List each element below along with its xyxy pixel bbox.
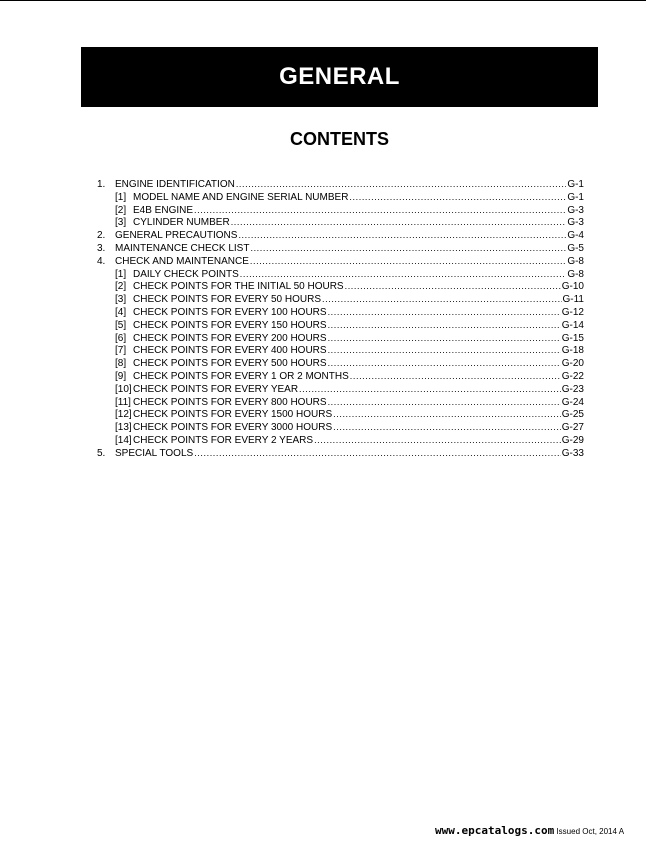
page-title: GENERAL [279,63,400,90]
toc-entry-label: CHECK POINTS FOR EVERY 100 HOURS [133,306,327,318]
toc-entry-page: G-5 [567,242,584,254]
toc-leader-dots [345,280,561,293]
toc-entry-page: G-11 [562,294,584,306]
toc-entry-page: G-23 [561,383,584,395]
toc-entry-number: 1. [97,179,106,190]
toc-entry-label: CHECK POINTS FOR EVERY 400 HOURS [133,345,327,357]
toc-entry[interactable] [97,204,584,217]
toc-entry-label: CHECK POINTS FOR EVERY 150 HOURS [133,319,327,331]
toc-entry-page: G-29 [561,434,584,446]
toc-entry-page: G-3 [567,204,584,216]
toc-entry-number: 5. [97,447,106,459]
toc-entry-number: [3] [115,294,127,306]
toc-entry[interactable] [97,178,584,191]
toc-entry-label: DAILY CHECK POINTS [133,268,239,280]
toc-entry[interactable] [97,306,584,319]
toc-entry-page: G-22 [561,370,584,382]
toc-entry[interactable] [97,280,584,293]
toc-entry-label: E4B ENGINE [133,204,194,216]
footer-site-url: www.epcatalogs.com [435,824,555,837]
toc-entry-page: G-25 [561,409,584,421]
top-rule [0,0,646,1]
toc-entry[interactable] [97,383,584,396]
toc-entry[interactable] [97,421,584,434]
toc-entry-number: [13] [115,422,132,434]
toc-entry-number: [12] [115,409,132,421]
toc-entry-label: CHECK AND MAINTENANCE [115,255,249,267]
toc-entry[interactable] [97,319,584,332]
toc-entry[interactable] [97,447,584,460]
toc-leader-dots [328,306,561,319]
toc-entry-label: CHECK POINTS FOR EVERY 2 YEARS [133,434,314,446]
toc-entry-label: CHECK POINTS FOR EVERY 1500 HOURS [133,409,333,421]
toc-leader-dots [194,447,561,460]
toc-entry-number: [3] [115,217,127,229]
toc-entry-page: G-33 [561,447,584,459]
toc-leader-dots [333,408,561,421]
toc-entry[interactable] [97,370,584,383]
toc-entry-number: 4. [97,255,106,267]
title-banner [81,47,598,107]
toc-entry-page: G-10 [561,281,584,293]
toc-leader-dots [314,434,561,447]
toc-entry-number: [2] [115,204,127,216]
toc-entry-label: SPECIAL TOOLS [115,447,194,459]
toc-entry-number: [6] [115,332,127,344]
toc-entry[interactable] [97,434,584,447]
toc-leader-dots [349,191,566,204]
toc-entry[interactable] [97,344,584,357]
toc-leader-dots [236,178,567,191]
toc-entry-page: G-3 [567,217,584,229]
toc-entry-number: 3. [97,242,106,254]
toc-leader-dots [231,216,567,229]
toc-entry-number: [5] [115,319,127,331]
toc-leader-dots [194,204,566,217]
toc-entry-page: G-8 [567,268,584,280]
toc-entry-number: [8] [115,358,127,370]
toc-leader-dots [250,255,566,268]
toc-entry[interactable] [97,255,584,268]
toc-entry[interactable] [97,332,584,345]
toc-entry[interactable] [97,293,584,306]
toc-entry-number: 2. [97,230,106,242]
toc-leader-dots [240,268,567,281]
toc-entry-page: G-8 [567,255,584,267]
toc-entry-label: GENERAL PRECAUTIONS [115,230,238,242]
toc-entry-number: [7] [115,345,127,357]
toc-leader-dots [328,344,561,357]
toc-entry-number: [1] [115,191,127,203]
toc-leader-dots [328,319,561,332]
table-of-contents [97,178,584,460]
toc-entry-page: G-18 [561,345,584,357]
toc-entry-number: [10] [115,383,132,395]
toc-leader-dots [322,293,561,306]
contents-heading: CONTENTS [290,129,389,149]
toc-entry-page: G-12 [561,306,584,318]
toc-leader-dots [299,383,561,396]
toc-entry-label: CHECK POINTS FOR THE INITIAL 50 HOURS [133,281,344,293]
toc-entry[interactable] [97,268,584,281]
toc-entry[interactable] [97,229,584,242]
toc-entry-number: [11] [115,396,131,408]
toc-entry-number: [4] [115,306,127,318]
toc-entry-number: [14] [115,434,132,446]
toc-leader-dots [333,421,561,434]
toc-entry-page: G-1 [567,191,584,203]
toc-entry-page: G-24 [561,396,584,408]
toc-entry-label: CYLINDER NUMBER [133,217,230,229]
toc-entry-page: G-27 [561,422,584,434]
toc-entry-label: CHECK POINTS FOR EVERY 200 HOURS [133,332,327,344]
footer-issue-date: Issued Oct, 2014 A [556,827,625,836]
toc-entry-number: [1] [115,268,127,280]
toc-leader-dots [328,332,561,345]
toc-entry[interactable] [97,396,584,409]
toc-entry-label: CHECK POINTS FOR EVERY 500 HOURS [133,358,327,370]
toc-leader-dots [328,357,561,370]
toc-entry-page: G-4 [567,230,584,242]
footer [435,824,624,837]
toc-entry-label: CHECK POINTS FOR EVERY 1 OR 2 MONTHS [133,370,349,382]
toc-entry-page: G-1 [567,179,584,190]
toc-entry-page: G-14 [561,319,584,331]
toc-leader-dots [250,242,566,255]
toc-leader-dots [328,396,561,409]
toc-entry[interactable] [97,408,584,421]
toc-entry-page: G-15 [561,332,584,344]
toc-entry-number: [2] [115,281,127,293]
toc-entry[interactable] [97,191,584,204]
toc-entry-label: ENGINE IDENTIFICATION [115,179,235,190]
toc-entry-label: MODEL NAME AND ENGINE SERIAL NUMBER [133,191,349,203]
toc-entry-number: [9] [115,370,127,382]
toc-leader-dots [350,370,561,383]
toc-entry-label: CHECK POINTS FOR EVERY 800 HOURS [133,396,327,408]
toc-entry[interactable] [97,216,584,229]
toc-entry-label: CHECK POINTS FOR EVERY 3000 HOURS [133,422,333,434]
toc-entry-label: MAINTENANCE CHECK LIST [115,242,250,254]
toc-leader-dots [238,229,566,242]
toc-entry-label: CHECK POINTS FOR EVERY 50 HOURS [133,294,322,306]
toc-entry[interactable] [97,242,584,255]
toc-entry-label: CHECK POINTS FOR EVERY YEAR [133,383,299,395]
toc-entry[interactable] [97,357,584,370]
toc-entry-page: G-20 [561,358,584,370]
